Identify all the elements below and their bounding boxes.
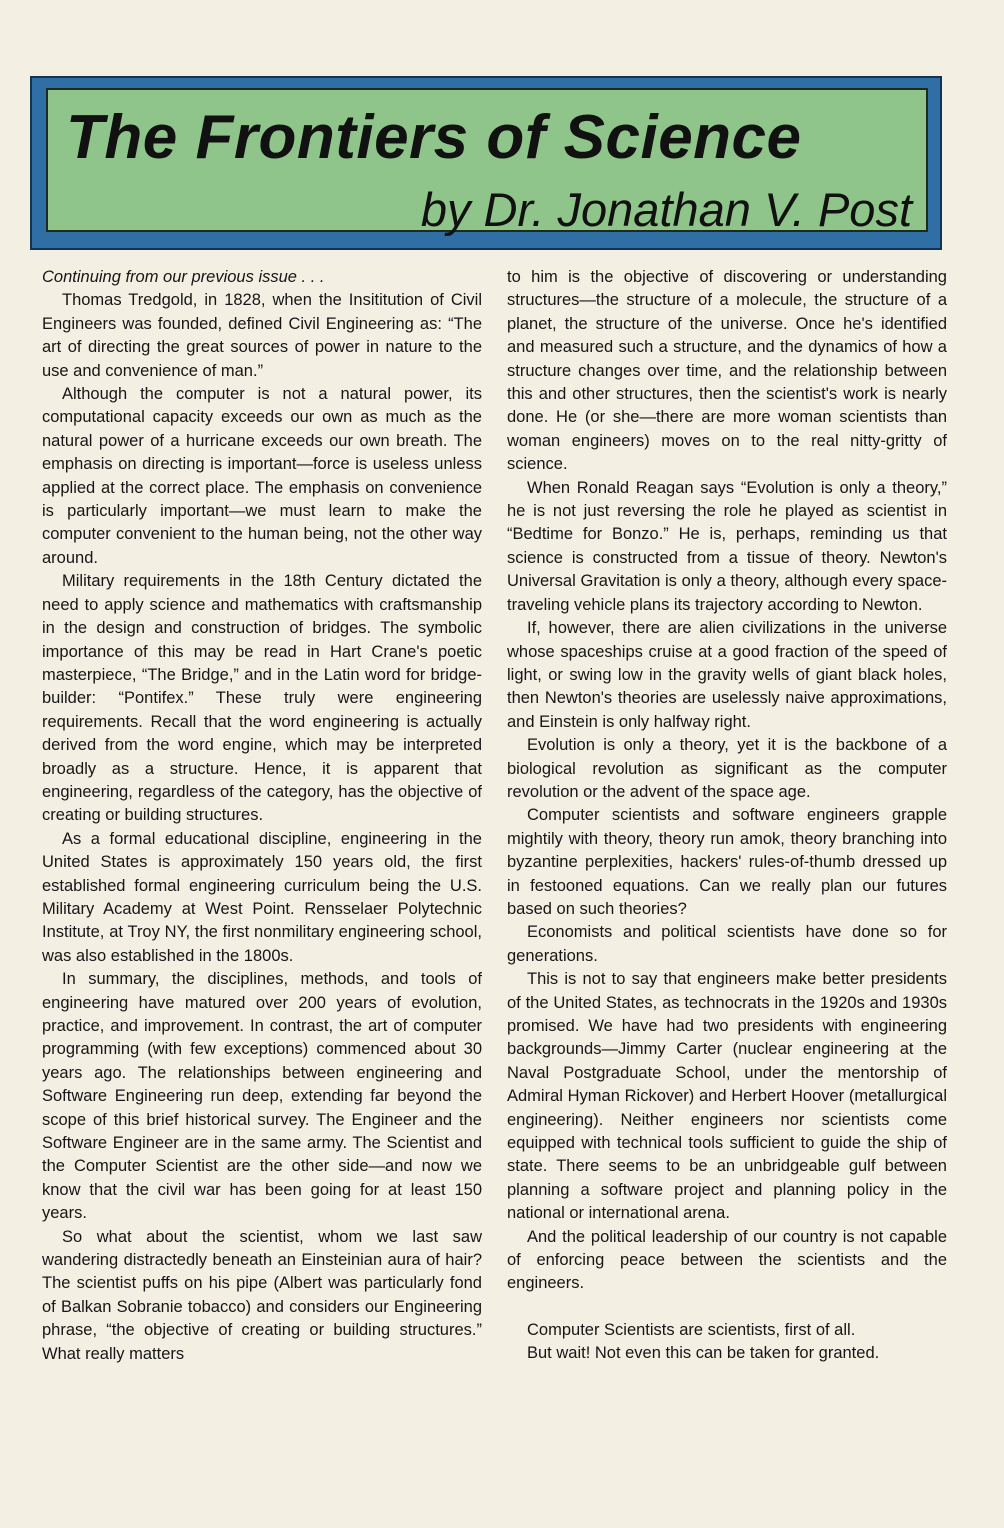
- paragraph: Economists and political scientists have done so for generations.: [507, 923, 947, 965]
- paragraph: to him is the objective of discovering or understanding structures—the structure of a molecule, the structure of a planet, the structure of the universe. Once he's identified and measured such a structure, and the dynamics of how a structure changes over time, and the relationship between this and other structures, then the scientist's work is nearly done. He (or she—there are more woman scientists than woman engineers) moves on to the real nitty-gritty of science.: [507, 268, 947, 474]
- paragraph: When Ronald Reagan says “Evolution is only a theory,” he is not just reversing the role he played as scientist in “Bedtime for Bonzo.” He is, perhaps, reminding us that science is constructed from a tissue of theory. Newton's Universal Gravitation is only a theory, although every space-traveling vehicle plans its trajectory according to Newton.: [507, 478, 947, 614]
- paragraph: So what about the scientist, whom we last saw wandering distractedly beneath an Einsteinian aura of hair? The scientist puffs on his pipe (Albert was particularly fond of Balkan Sobranie tobacco) and considers our Engineering phrase, “the objective of creating or building structures.” What really matters: [42, 1227, 482, 1363]
- paragraph: Evolution is only a theory, yet it is the backbone of a biological revolution as significant as the computer revolution or the advent of the space age.: [507, 736, 947, 801]
- paragraph: As a formal educational discipline, engineering in the United States is approximately 150 years old, the first established formal engineering curriculum being the U.S. Military Academy at West Point. Rensselaer Polytechnic Institute, at Troy NY, the first nonmilitary engineering school, was also established in the 1800s.: [42, 829, 482, 965]
- right-column: [507, 266, 947, 1366]
- article-byline: by Dr. Jonathan V. Post: [420, 183, 912, 236]
- paragraph: Thomas Tredgold, in 1828, when the Insititution of Civil Engineers was founded, defined Civil Engineering as: “The art of directing the great sources of power in nature to the use and convenience of man.”: [42, 291, 482, 380]
- paragraph: Military requirements in the 18th Century dictated the need to apply science and mathematics with craftsmanship in the design and construction of bridges. The symbolic importance of this may be read in Hart Crane's poetic masterpiece, “The Bridge,” and in the Latin word for bridge-builder: “Pontifex.” These truly were engineering requirements. Recall that the word engineering is actually derived from the word engine, which may be interpreted broadly as a structure. Hence, it is apparent that engineering, regardless of the category, has the objective of creating or building structures.: [42, 572, 482, 825]
- header-panel: [46, 88, 928, 236]
- left-column: [42, 266, 482, 1366]
- paragraph: And the political leadership of our country is not capable of enforcing peace between the scientists and the engineers.: [507, 1227, 947, 1293]
- paragraph: This is not to say that engineers make better presidents of the United States, as technocrats in the 1920s and 1930s promised. We have had two presidents with engineering backgrounds—Jimmy Carter (nuclear engineering at the Naval Postgraduate School, under the mentorship of Admiral Hyman Rickover) and Herbert Hoover (metallurgical engineering). Neither engineers nor scientists come equipped with technical tools sufficient to guide the ship of state. There seems to be an unbridgeable gulf between planning a software project and planning policy in the national or international arena.: [507, 970, 947, 1223]
- paragraph: Computer scientists and software engineers grapple mightily with theory, theory run amok, theory branching into byzantine perplexities, hackers' rules-of-thumb dressed up in festooned equations. Can we really plan our futures based on such theories?: [507, 806, 947, 918]
- closing-line: Computer Scientists are scientists, first of all.: [527, 1320, 856, 1339]
- closing-line: But wait! Not even this can be taken for granted.: [527, 1344, 880, 1363]
- paragraph: If, however, there are alien civilizations in the universe whose spaceships cruise at a good fraction of the speed of light, or swing low in the gravity wells of giant black holes, then Newton's theories are uselessly naive approximations, and Einstein is only halfway right.: [507, 619, 947, 731]
- paragraph: Although the computer is not a natural power, its computational capacity exceeds our own as much as the natural power of a hurricane exceeds our own breath. The emphasis on directing is important—force is useless unless applied at the correct place. The emphasis on convenience is particularly important—we must learn to make the computer convenient to the human being, not the other way around.: [42, 385, 482, 567]
- header-banner: [30, 76, 942, 250]
- paragraph: In summary, the disciplines, methods, and tools of engineering have matured over 200 years of evolution, practice, and improvement. In contrast, the art of computer programming (with few exceptions) commenced about 30 years ago. The relationships between engineering and Software Engineering run deep, extending far beyond the scope of this brief historical survey. The Engineer and the Software Engineer are in the same army. The Scientist and the Computer Scientist are the other side—and now we know that the civil war has been going for at least 150 years.: [42, 970, 482, 1223]
- article-title: The Frontiers of Science: [66, 103, 802, 172]
- lead-line: Continuing from our previous issue . . .: [42, 268, 325, 286]
